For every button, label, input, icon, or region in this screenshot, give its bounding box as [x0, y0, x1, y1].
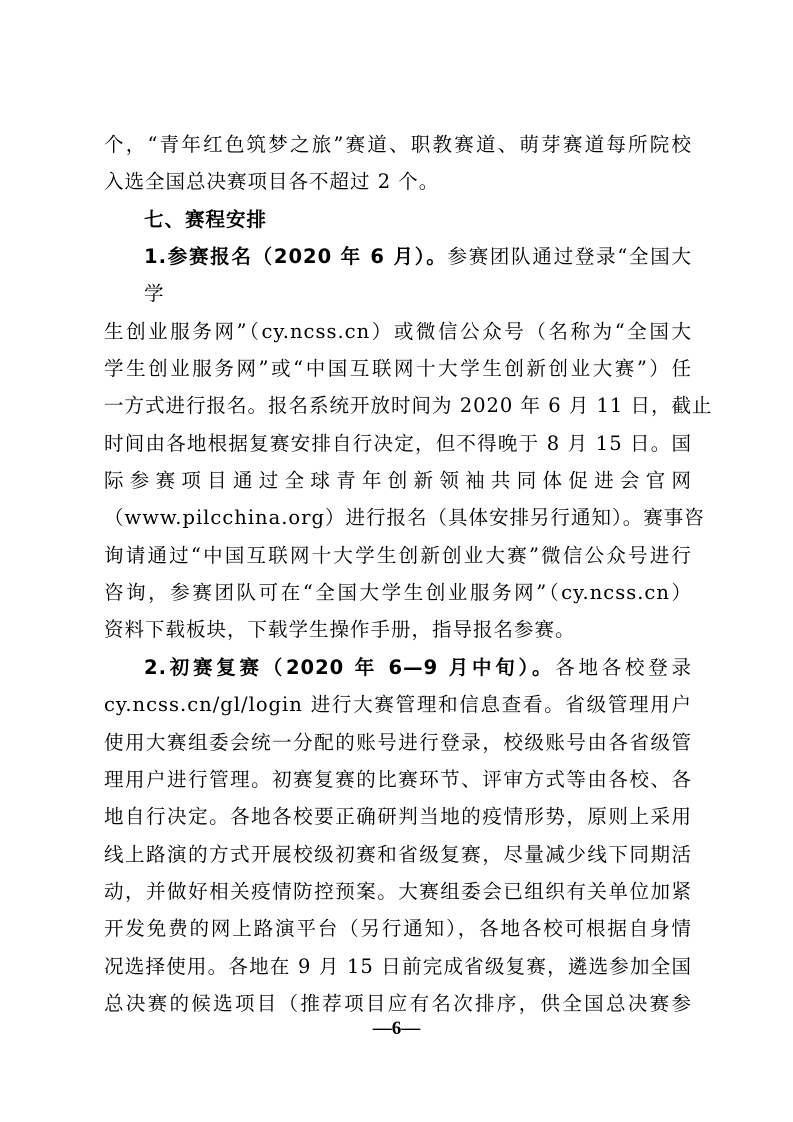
item1-title: 1.参赛报名（2020 年 6 月）。 [144, 245, 448, 269]
item2-line [104, 798, 692, 835]
text-line: （www.pilcchina.org）进行报名（具体安排另行通知）。赛事咨 [104, 506, 705, 530]
item2-title: 2.初赛复赛（2020 年 6—9 月中旬）。 [144, 655, 556, 679]
page-number: —6— [372, 1018, 421, 1039]
intro-paragraph [104, 126, 692, 163]
text-line: 学生创业服务网”或“中国互联网十大学生创新创业大赛”）任 [104, 357, 692, 381]
section-heading-text: 七、赛程安排 [144, 207, 268, 231]
text-line: 入选全国总决赛项目各不超过 2 个。 [104, 170, 440, 194]
text-line: cy.ncss.cn/gl/login 进行大赛管理和信息查看。省级管理用户 [104, 693, 692, 717]
item1-line-end [104, 611, 692, 648]
text-line: 开发免费的网上路演平台（另行通知），各地各校可根据自身情 [104, 917, 692, 941]
item2-line [104, 910, 692, 947]
text-line: 参赛团队通过登录“全国大学 [144, 245, 692, 306]
item1-line [104, 350, 692, 387]
text-line: 地自行决定。各地各校要正确研判当地的疫情形势，原则上采用 [104, 805, 692, 829]
item2-first-line [104, 649, 692, 686]
section-heading [104, 201, 692, 238]
text-line: 个，“青年红色筑梦之旅”赛道、职教赛道、萌芽赛道每所院校 [104, 133, 692, 156]
text-line: 动，并做好相关疫情防控预案。大赛组委会已组织有关单位加紧 [104, 879, 692, 903]
item1-line [104, 574, 692, 611]
item1-line [104, 462, 692, 499]
text-line: 总决赛的候选项目（推荐项目应有名次排序，供全国总决赛参 [104, 991, 692, 1015]
item2-line [104, 724, 692, 761]
item1-first-line [104, 238, 692, 313]
item2-line [104, 761, 692, 798]
text-line: 况选择使用。各地在 9 月 15 日前完成省级复赛，遴选参加全国 [104, 954, 692, 978]
item1-line [104, 537, 692, 574]
text-line: 生创业服务网”（cy.ncss.cn）或微信公众号（名称为“全国大 [104, 319, 692, 343]
text-line: 理用户进行管理。初赛复赛的比赛环节、评审方式等由各校、各 [104, 767, 692, 791]
text-line: 各地各校登录 [555, 655, 692, 679]
text-line: 际参赛项目通过全球青年创新领袖共同体促进会官网 [104, 469, 692, 493]
text-line: 一方式进行报名。报名系统开放时间为 2020 年 6 月 11 日，截止 [104, 394, 713, 418]
text-line: 咨询，参赛团队可在“全国大学生创业服务网”（cy.ncss.cn） [104, 581, 692, 605]
item1-line [104, 499, 705, 536]
item2-line [104, 948, 692, 985]
item1-line [104, 425, 692, 462]
item1-line [104, 387, 713, 424]
text-line: 使用大赛组委会统一分配的账号进行登录，校级账号由各省级管 [104, 730, 692, 754]
text-line: 资料下载板块，下载学生操作手册，指导报名参赛。 [104, 618, 576, 642]
item1-line [104, 313, 692, 350]
intro-paragraph-end [104, 163, 692, 200]
item2-line [104, 836, 692, 873]
text-line: 询请通过“中国互联网十大学生创新创业大赛”微信公众号进行 [104, 543, 692, 567]
item2-line [104, 985, 692, 1022]
text-line: 时间由各地根据复赛安排自行决定，但不得晚于 8 月 15 日。国 [104, 431, 692, 455]
item2-line [104, 686, 692, 723]
body-text [104, 126, 713, 1022]
text-line: 线上路演的方式开展校级初赛和省级复赛，尽量减少线下同期活 [104, 842, 692, 866]
item2-line [104, 873, 692, 910]
